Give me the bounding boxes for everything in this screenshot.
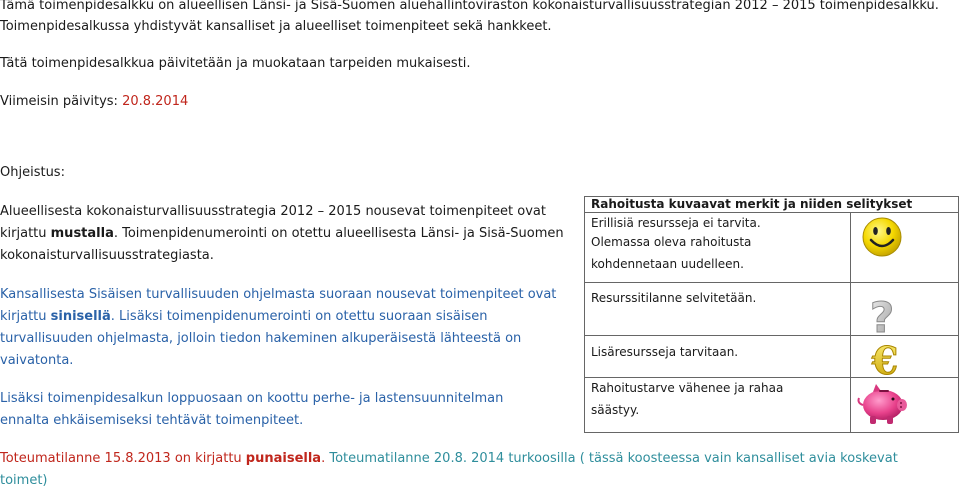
funding-legend	[584, 196, 959, 433]
legend-row-3-line-1: Lisäresursseja tarvitaan.	[591, 345, 739, 359]
para1-text: Alueellisesta kokonaisturvallisuusstrategia 2012 – 2015 nousevat toimenpiteet ovat kirjattu	[0, 204, 546, 241]
last-update-label: Viimeisin päivitys:	[0, 94, 123, 109]
legend-row-4-line-1: Rahoitustarve vähenee ja rahaa	[591, 381, 784, 395]
para1-bold: mustalla	[50, 226, 114, 241]
legend-row-2-line-1: Resurssitilanne selvitetään.	[591, 291, 757, 305]
instructions-heading: Ohjeistus:	[0, 165, 65, 180]
instructions-para-black	[0, 201, 572, 267]
instructions-para-blue	[0, 284, 560, 372]
legend-row-1-line-3: kohdennetaan uudelleen.	[591, 257, 744, 271]
legend-row-1-line-1: Erillisiä resursseja ei tarvita.	[591, 216, 761, 230]
para2-text-end: . Lisäksi toimenpidenumerointi on otettu suoraan sisäisen turvallisuuden ohjelmasta, jolloin tiedon hakeminen alkuperäisestä lähteestä on vaivatonta.	[0, 309, 522, 368]
svg-text:€: €	[871, 340, 899, 380]
para2-text: Kansallisesta Sisäisen turvallisuuden ohjelmasta suoraan nousevat toimenpiteet ovat kirjattu	[0, 287, 557, 324]
last-update-date: 20.8.2014	[122, 94, 189, 109]
para2-bold: sinisellä	[50, 309, 111, 324]
legend-row-1-line-2: Olemassa oleva rahoitusta	[591, 235, 752, 249]
status-line	[0, 448, 930, 492]
svg-text:?: ?	[869, 293, 895, 336]
status-2013-end: .	[321, 451, 330, 466]
last-update	[0, 93, 188, 111]
status-2013: Toteumatilanne 15.8.2013 on kirjattu	[0, 451, 246, 466]
para1-text-end: . Toimenpidenumerointi on otettu alueellisesta Länsi- ja Sisä-Suomen kokonaisturvallisuusstrategiasta.	[0, 226, 564, 263]
intro-line-1: Tämä toimenpidesalkku on alueellisen Länsi- ja Sisä-Suomen aluehallintoviraston kokonaisturvallisuusstrategian 2012 – 2015 toimenpidesalkku.	[0, 0, 939, 13]
instructions-para-family: Lisäksi toimenpidesalkun loppuosaan on koottu perhe- ja lastensuunnitelman ennalta ehkäisemiseksi tehtävät toimenpiteet.	[0, 391, 504, 428]
status-2014: Toteumatilanne 20.8. 2014 turkoosilla ( tässä koosteessa vain kansalliset avia koskevat toimet)	[0, 451, 898, 488]
legend-row-4-line-2: säästyy.	[591, 403, 640, 417]
euro-icon	[865, 340, 905, 380]
status-2013-bold: punaisella	[245, 451, 322, 466]
update-note: Tätä toimenpidesalkkua päivitetään ja muokataan tarpeiden mukaisesti.	[0, 56, 471, 71]
question-mark-icon	[861, 292, 903, 336]
legend-title: Rahoitusta kuvaavat merkit ja niiden selitykset	[591, 197, 913, 211]
intro-line-2: Toimenpidesalkussa yhdistyvät kansalliset ja alueelliset toimenpiteet sekä hankkeet.	[0, 19, 552, 34]
piggy-bank-icon	[855, 380, 911, 426]
smiley-icon	[861, 216, 903, 258]
